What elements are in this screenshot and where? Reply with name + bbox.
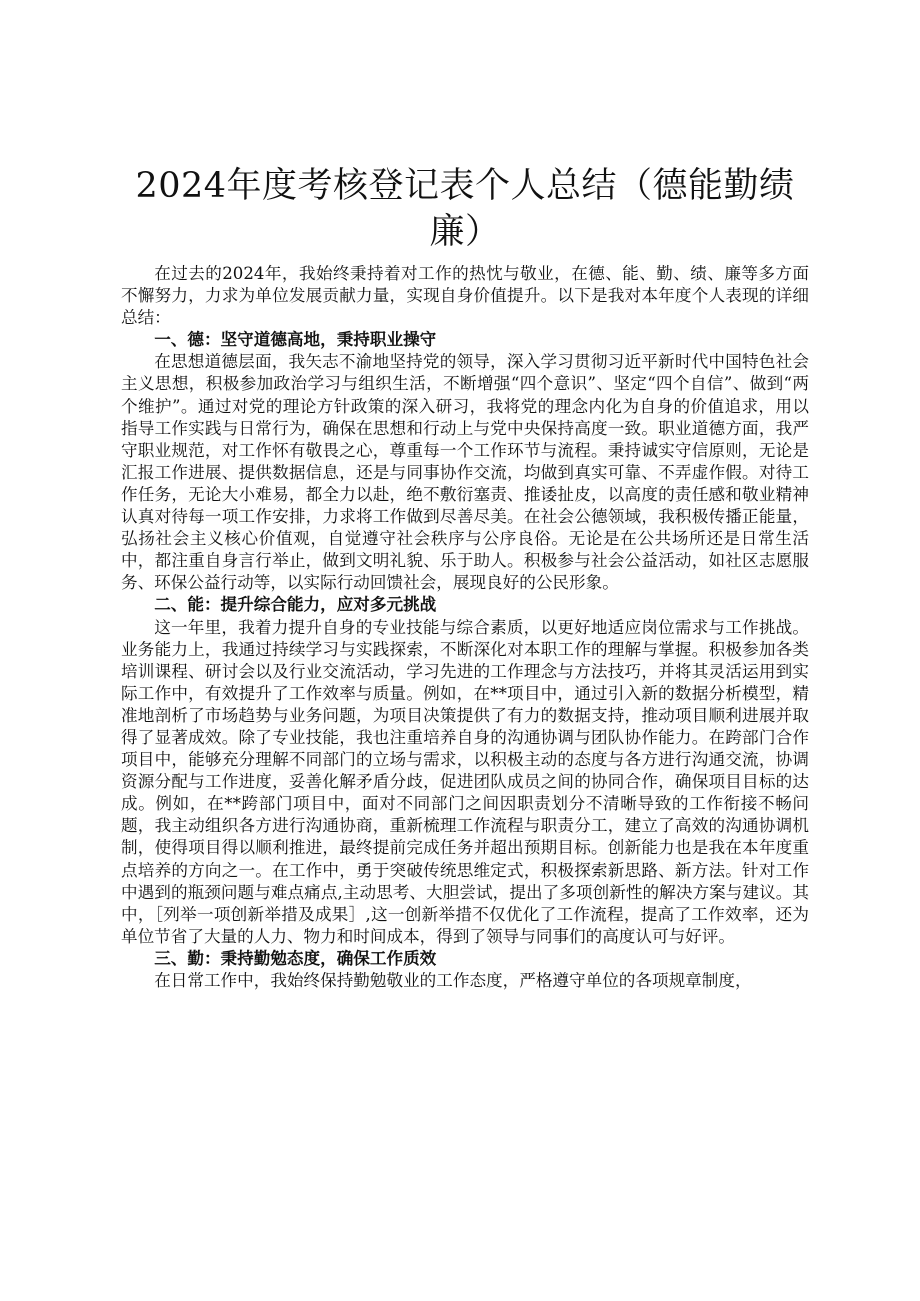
section-heading-qin: 三、勤：秉持勤勉态度，确保工作质效 <box>154 948 437 968</box>
section-heading-neng: 二、能：提升综合能力，应对多元挑战 <box>154 595 437 615</box>
document-title: 2024年度考核登记表个人总结（德能勤绩廉） <box>135 166 795 252</box>
section-body-neng: 这一年里，我着力提升自身的专业技能与综合素质，以更好地适应岗位需求与工作挑战。业务能力上，我通过持续学习与实践探索，不断深化对本职工作的理解与掌握。积极参加各类培训课程、研讨会以及行业交流活动，学习先进的工作理念与方法技巧，并将其灵活运用到实际工作中，有效提升了工作效率与质量。例如，在**项目中，通过引入新的数据分析模型，精准地剖析了市场趋势与业务问题，为项目决策提供了有力的数据支持，推动项目顺利进展并取得了显著成效。除了专业技能，我也注重培养自身的沟通协调与团队协作能力。在跨部门合作项目中，能够充分理解不同部门的立场与需求，以积极主动的态度与各方进行沟通交流，协调资源分配与工作进度，妥善化解矛盾分歧，促进团队成员之间的协同合作，确保项目目标的达成。例如，在**跨部门项目中，面对不同部门之间因职责划分不清晰导致的工作衔接不畅问题，我主动组织各方进行沟通协商，重新梳理工作流程与职责分工，建立了高效的沟通协调机制，使得项目得以顺利推进，最终提前完成任务并超出预期目标。创新能力也是我在本年度重点培养的方向之一。在工作中，勇于突破传统思维定式，积极探索新思路、新方法。针对工作中遇到的瓶颈问题与难点痛点,主动思考、大胆尝试，提出了多项创新性的解决方案与建议。其中，［列举一项创新举措及成果］,这一创新举措不仅优化了工作流程，提高了工作效率，还为单位节省了大量的人力、物力和时间成本，得到了领导与同事们的高度认可与好评。 <box>121 617 809 946</box>
section-heading-de: 一、德：坚守道德高地，秉持职业操守 <box>154 330 437 350</box>
intro-paragraph: 在过去的2024年，我始终秉持着对工作的热忱与敬业，在德、能、勤、绩、廉等多方面不懈努力，力求为单位发展贡献力量，实现自身价值提升。以下是我对本年度个人表现的详细总结： <box>121 264 809 328</box>
section-body-qin: 在日常工作中，我始终保持勤勉敬业的工作态度，严格遵守单位的各项规章制度， <box>154 971 752 990</box>
section-body-de: 在思想道德层面，我矢志不渝地坚持党的领导，深入学习贯彻习近平新时代中国特色社会主义思想，积极参加政治学习与组织生活，不断增强“四个意识”、坚定“四个自信”、做到“两个维护”。通过对党的理论方针政策的深入研习，我将党的理念内化为自身的价值追求，用以指导工作实践与日常行为，确保在思想和行动上与党中央保持高度一致。职业道德方面，我严守职业规范，对工作怀有敬畏之心，尊重每一个工作环节与流程。秉持诚实守信原则，无论是汇报工作进展、提供数据信息，还是与同事协作交流，均做到真实可靠、不弄虚作假。对待工作任务，无论大小难易，都全力以赴，绝不敷衍塞责、推诿扯皮，以高度的责任感和敬业精神认真对待每一项工作安排，力求将工作做到尽善尽美。在社会公德领域，我积极传播正能量，弘扬社会主义核心价值观，自觉遵守社会秩序与公序良俗。无论是在公共场所还是日常生活中，都注重自身言行举止，做到文明礼貌、乐于助人。积极参与社会公益活动，如社区志愿服务、环保公益行动等，以实际行动回馈社会，展现良好的公民形象。 <box>121 352 809 593</box>
document-page <box>121 163 809 992</box>
